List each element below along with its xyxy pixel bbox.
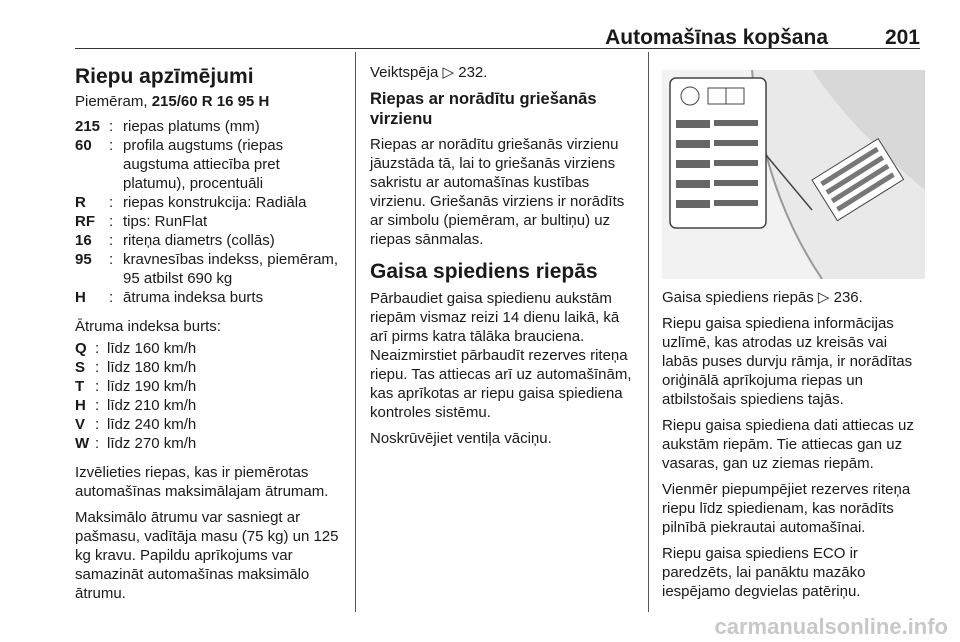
speed-index-item [75, 377, 343, 396]
designation-item [75, 193, 343, 212]
designation-item-val: profila augstums (riepas augstuma attiecība pret platumu), procentuāli [123, 137, 284, 192]
speed-index-item-val: līdz 160 km/h [107, 340, 197, 357]
designation-item [75, 212, 343, 231]
header-rule [75, 48, 920, 49]
page-header [75, 26, 920, 48]
designation-item-val: riepas konstrukcija: Radiāla [123, 194, 307, 211]
col3-paragraph-2: Riepu gaisa spiediena dati attiecas uz aukstām riepām. Tie attiecas gan uz vasaras, gan uz ziemas riepām. [662, 417, 914, 472]
tyre-designations-heading: Riepu apzīmējumi [75, 65, 254, 88]
speed-index-item-key: W [75, 435, 90, 452]
example-value: 215/60 R 16 95 H [151, 93, 270, 110]
designation-item-val: kravnesības indekss, piemēram, 95 atbilst 690 kg [123, 251, 339, 287]
tyre-pressure-label-illustration [662, 70, 925, 279]
column-3 [662, 288, 927, 608]
designation-list [75, 117, 343, 307]
designation-item-key: 95 [75, 251, 92, 268]
designation-item-val: riepas platums (mm) [123, 118, 260, 135]
col1-paragraph-2: Maksimālo ātrumu var sasniegt ar pašmasu, vadītāja masu (75 kg) un 125 kg kravu. Papildu aprīkojums var samazināt automašīnas maksimālo ātrumu. [75, 509, 339, 602]
col2-paragraph-3: Noskrūvējiet ventiļa vāciņu. [370, 430, 552, 447]
page-number: 201 [884, 26, 920, 49]
designation-item [75, 117, 343, 136]
designation-item-key: 215 [75, 118, 101, 135]
designation-item-sep: : [109, 289, 114, 306]
designation-item-key: R [75, 194, 86, 211]
speed-index-item-val: līdz 270 km/h [107, 435, 197, 452]
page-header-title: Automašīnas kopšana [605, 26, 828, 49]
col2-paragraph-1: Riepas ar norādītu griešanās virzienu jāuzstāda tā, lai to griešanās virziens sakristu ar automašīnas kustības virzienu. Griešanās virziens ir norādīts ar simbolu (piemēram, ar bultiņu) uz riepas sānmalas. [370, 136, 625, 248]
speed-index-title: Ātruma indeksa burts: [75, 318, 221, 335]
designation-item-key: RF [75, 213, 95, 230]
designation-item-sep: : [109, 137, 114, 154]
speed-index-item-sep: : [95, 340, 100, 357]
col3-paragraph-4: Riepu gaisa spiediens ECO ir paredzēts, lai panāktu mazāko iespējamo degvielas patēriņu. [662, 545, 866, 600]
col3-paragraph-1: Riepu gaisa spiediena informācijas uzlīmē, kas atrodas uz kreisās vai labās puses durvju rāmja, ir norādītas oriģinālā aprīkojuma riepas un atbilstošais spiediens tajās. [662, 315, 913, 408]
speed-index-item-key: V [75, 416, 86, 433]
designation-item-sep: : [109, 194, 114, 211]
column-1 [75, 60, 343, 610]
speed-index-item-sep: : [95, 359, 100, 376]
speed-index-item-val: līdz 240 km/h [107, 416, 197, 433]
speed-index-item-key: Q [75, 340, 87, 357]
speed-index-item [75, 434, 343, 453]
speed-index-item [75, 396, 343, 415]
speed-index-item-val: līdz 210 km/h [107, 397, 197, 414]
speed-index-item-sep: : [95, 416, 100, 433]
designation-item-sep: : [109, 213, 114, 230]
designation-item-val: riteņa diametrs (collās) [123, 232, 275, 249]
door-frame-label-drawing [662, 70, 925, 279]
column-divider-1 [355, 52, 356, 612]
designation-item-sep: : [109, 232, 114, 249]
designation-item-key: H [75, 289, 86, 306]
col3-paragraph-3: Vienmēr piepumpējiet rezerves riteņa riepu līdz spiedienam, kas norādīts pilnībā piekrautai automašīnai. [662, 481, 911, 536]
designation-item [75, 288, 343, 307]
speed-index-item [75, 358, 343, 377]
example-prefix: Piemēram, [75, 93, 152, 110]
designation-example [75, 92, 343, 111]
column-2 [370, 60, 634, 455]
speed-index-item-key: T [75, 378, 85, 395]
pressure-reference: Gaisa spiediens riepās ▷ 236. [662, 289, 863, 306]
speed-index-item-sep: : [95, 435, 100, 452]
speed-index-item-val: līdz 180 km/h [107, 359, 197, 376]
designation-item-val: ātruma indeksa burts [123, 289, 264, 306]
designation-item-sep: : [109, 251, 114, 268]
speed-index-item [75, 339, 343, 358]
col1-paragraph-1: Izvēlieties riepas, kas ir piemērotas automašīnas maksimālajam ātrumam. [75, 464, 329, 500]
speed-index-item-key: H [75, 397, 86, 414]
speed-index-item-sep: : [95, 397, 100, 414]
designation-item-sep: : [109, 118, 114, 135]
designation-item [75, 136, 343, 193]
speed-index-list [75, 339, 343, 453]
designation-item [75, 231, 343, 250]
designation-item [75, 250, 343, 288]
speed-index-item [75, 415, 343, 434]
designation-item-key: 60 [75, 137, 92, 154]
col2-paragraph-2: Pārbaudiet gaisa spiedienu aukstām riepām vismaz reizi 14 dienu laikā, kā arī pirms katra tālāka brauciena. Neaizmirstiet pārbaudīt rezerves riteņa riepu. Tas attiecas arī uz automašīnām, kas aprīkotas ar riepu gaisa spiediena kontroles sistēmu. [370, 290, 632, 421]
performance-reference: Veiktspēja ▷ 232. [370, 64, 488, 81]
speed-index-item-sep: : [95, 378, 100, 395]
column-divider-2 [648, 52, 649, 612]
speed-index-item-key: S [75, 359, 86, 376]
watermark: carmanualsonline.info [714, 614, 948, 639]
designation-item-key: 16 [75, 232, 92, 249]
designation-item-val: tips: RunFlat [123, 213, 208, 230]
directional-tyres-heading: Riepas ar norādītu griešanās virzienu [370, 90, 597, 128]
tyre-pressure-heading: Gaisa spiediens riepās [370, 260, 598, 283]
speed-index-item-val: līdz 190 km/h [107, 378, 197, 395]
